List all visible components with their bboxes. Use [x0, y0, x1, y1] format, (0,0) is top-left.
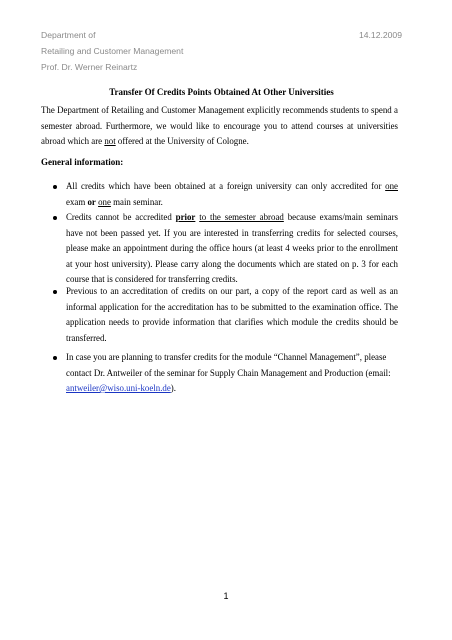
header-date: 14.12.2009	[358, 30, 402, 40]
page-number: 1	[223, 591, 229, 601]
header-department: Department of	[41, 30, 96, 40]
intro-text-2: offered at the University of Cologne.	[115, 136, 249, 146]
bullet-icon	[53, 356, 57, 360]
bullet-icon	[53, 216, 57, 220]
list-item: All credits which have been obtained at a foreign university can only accredited for one exam or one main seminar.	[66, 179, 398, 210]
header-chair: Retailing and Customer Management	[41, 46, 184, 56]
intro-text-1: The Department of Retailing and Customer Management explicitly recommends students to spend a semester abroad. Furthermore, we would like to encourage you to attend courses at universities abroad which are	[41, 105, 398, 146]
list-item: In case you are planning to transfer credits for the module “Channel Management”, please contact Dr. Antweiler of the seminar for Supply Chain Management and Production (email: antweiler@wiso.uni-koeln.de).	[66, 350, 398, 397]
intro-paragraph	[41, 103, 398, 150]
header-professor: Prof. Dr. Werner Reinartz	[41, 62, 138, 72]
document-title: Transfer Of Credits Points Obtained At Other Universities	[109, 87, 334, 97]
intro-not-underlined: not	[104, 136, 116, 146]
list-item: Previous to an accreditation of credits on our part, a copy of the report card as well as an informal application for the accreditation has to be submitted to the examination office. The application needs to provide information that clarifies which module the credits should be transferred.	[66, 284, 398, 346]
email-link[interactable]: antweiler@wiso.uni-koeln.de	[66, 383, 171, 393]
bullet-icon	[53, 185, 57, 189]
list-item: Credits cannot be accredited prior to the semester abroad because exams/main seminars have not been passed yet. If you are interested in transferring credits for selected courses, please make an appointment during the office hours (at least 4 weeks prior to the enrollment at your host university). Please carry along the documents which are stated on p. 3 for each course that is considered for transferring credits.	[66, 210, 398, 288]
bullet-icon	[53, 290, 57, 294]
section-heading: General information:	[41, 157, 124, 167]
